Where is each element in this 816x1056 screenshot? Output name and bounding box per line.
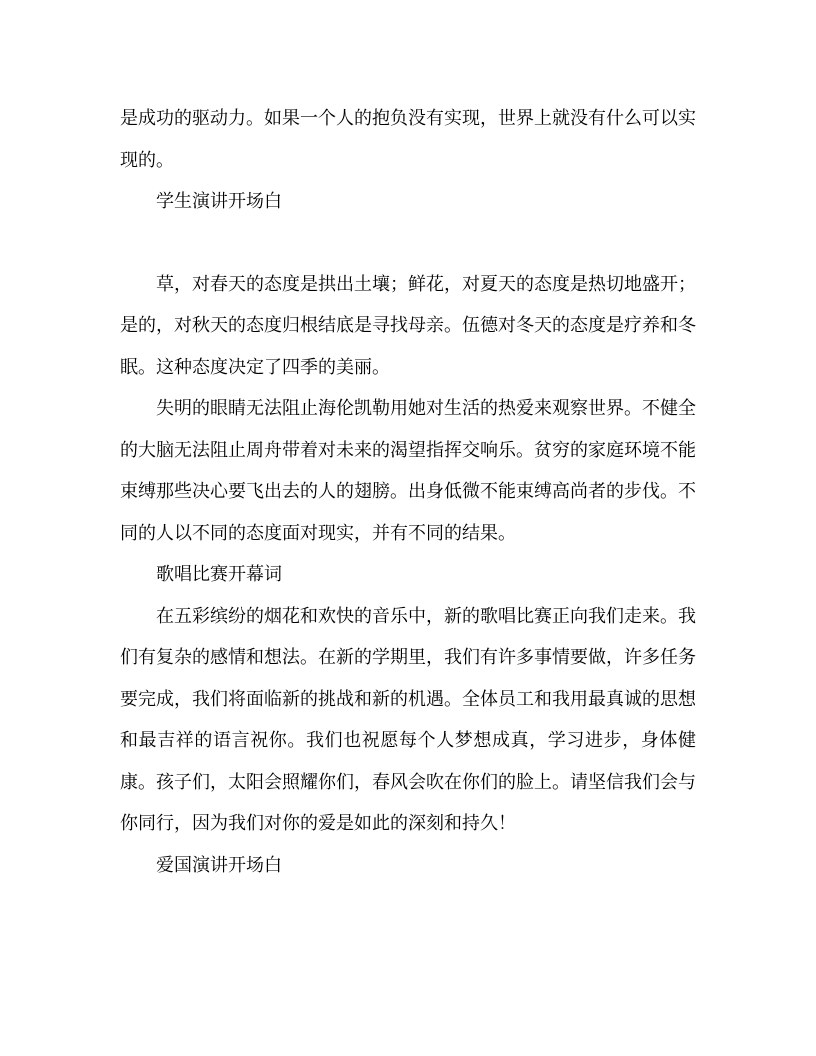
paragraph-seasons: 草，对春天的态度是拱出土壤；鲜花，对夏天的态度是热切地盛开；是的，对秋天的态度归根结底是寻找母亲。伍德对冬天的态度是疗养和冬眠。这种态度决定了四季的美丽。	[120, 273, 696, 378]
blank-line	[120, 223, 696, 264]
paragraph-continuation: 是成功的驱动力。如果一个人的抱负没有实现，世界上就没有什么可以实现的。	[120, 108, 696, 171]
paragraph-opening-speech: 在五彩缤纷的烟花和欢快的音乐中，新的歌唱比赛正向我们走来。我们有复杂的感情和想法。在新的学期里，我们有许多事情要做，许多任务要完成，我们将面临新的挑战和新的机遇。全体员工和我用最真诚的思想和最吉祥的语言祝你。我们也祝愿每个人梦想成真，学习进步，身体健康。孩子们，太阳会照耀你们，春风会吹在你们的脸上。请坚信我们会与你同行，因为我们对你的爱是如此的深刻和持久！	[120, 605, 696, 834]
section-heading-patriotic-speech: 爱国演讲开场白	[156, 854, 282, 876]
paragraph-attitudes: 失明的眼睛无法阻止海伦凯勒用她对生活的热爱来观察世界。不健全的大脑无法阻止周舟带着对未来的渴望指挥交响乐。贫穷的家庭环境不能束缚那些决心要飞出去的人的翅膀。出身低微不能束缚高尚者的步伐。不同的人以不同的态度面对现实，并有不同的结果。	[120, 398, 696, 544]
section-heading-student-speech: 学生演讲开场白	[156, 191, 282, 212]
document-page	[120, 98, 696, 886]
section-heading-singing-contest: 歌唱比赛开幕词	[156, 564, 282, 585]
